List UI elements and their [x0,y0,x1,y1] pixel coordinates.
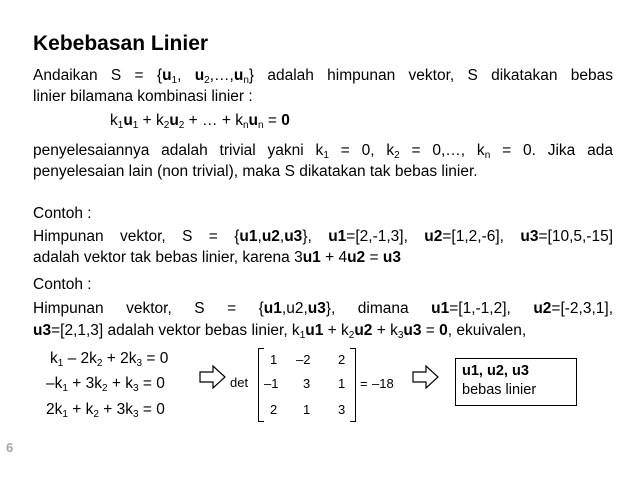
conclusion-box [455,358,577,406]
text: }, dimana [325,300,432,317]
text: u1 [302,249,321,266]
text: ,u2, [281,300,308,317]
matrix-cell: –1 [264,376,279,391]
text: + k [67,401,94,418]
text: n [242,120,249,131]
text: penyelesaiannya adalah trivial yakni k [33,142,324,159]
text: –k [46,375,63,392]
text: k [110,112,118,129]
text: Andaikan S = { [33,67,163,84]
text: + … + k [184,112,243,129]
text: u2 [347,249,366,266]
text: u1 [328,228,347,245]
conclusion-text: bebas linier [462,382,537,398]
text: 2 [96,358,103,369]
text: = 0,…, k [399,142,485,159]
text: 1 [57,358,64,369]
text: 1 [62,409,68,420]
text: u1 [431,300,450,317]
text: + k [138,112,164,129]
text: = [365,249,383,266]
det-result: –18 [372,376,394,391]
conclusion-vectors: u1, u2, u3 [462,363,529,379]
solution-line-2: penyelesaian lain (non trivial), maka S dikatakan tak bebas linier. [33,163,478,180]
text: , [257,228,262,245]
text: u3 [520,228,539,245]
text: u [123,112,133,129]
text: 1 [132,120,139,131]
matrix-cell: 1 [270,352,278,367]
text: + 4 [320,249,348,266]
text: + 3k [67,375,102,392]
det-equals: = [360,376,368,391]
matrix-cell: 2 [270,402,278,417]
text: u2 [533,300,552,317]
example2-line-1 [33,299,613,319]
text: 1 [299,330,306,341]
text: Himpunan vektor, S = { [33,228,240,245]
text: u2 [261,228,280,245]
text: }, [302,228,329,245]
system-equation-3 [46,401,165,419]
det-label: det [230,375,249,390]
text: + 3k [98,401,133,418]
text: =[10,5,-15] [538,228,614,245]
matrix-cell: 3 [303,376,311,391]
text: u2 [354,322,373,339]
text: 1 [323,150,329,161]
text: 2 [101,383,108,394]
text: n [484,150,491,161]
text: u3 [403,322,422,339]
matrix-right-bracket [350,348,356,422]
text: u1 [263,300,282,317]
text: 3 [132,383,139,394]
text: u3 [284,228,303,245]
text: u1 [305,322,324,339]
text: u [169,112,179,129]
text: =[-2,3,1], [551,300,614,317]
text: k [50,350,58,367]
combination-equation [110,111,290,131]
text: = [421,322,440,339]
text: 0 [281,112,290,129]
text: u [248,112,258,129]
example2-line-2 [33,321,526,341]
text: 2 [348,330,355,341]
text: 2 [178,120,185,131]
text: 1 [117,120,124,131]
text: 0 [439,322,448,339]
text: 1 [62,383,68,394]
solution-line-1 [33,141,613,161]
text: – 2k [63,350,97,367]
implies-arrow-icon [412,365,440,389]
text: =[1,2,-6], [442,228,521,245]
matrix-cell: 1 [303,402,311,417]
text: =[2,-1,3], [346,228,425,245]
text: =[1,-1,2], [449,300,534,317]
text: =[2,1,3] adalah vektor bebas linier, k [51,322,300,339]
text: + k [323,322,349,339]
text: ,…, [209,67,234,84]
text: 2k [46,401,63,418]
intro-line-1 [33,66,613,86]
text: u2 [424,228,443,245]
text: 2 [204,75,210,86]
text: 2 [394,150,400,161]
text: n [243,75,249,86]
text: n [257,120,264,131]
text: , [177,67,195,84]
matrix-cell: 3 [338,402,346,417]
text: Himpunan vektor, S = { [33,300,264,317]
text: 1 [171,75,178,86]
text: 3 [136,358,143,369]
example1-line-2 [33,248,401,268]
text: u [194,67,205,84]
text: = 0 [142,350,169,367]
text: u [233,67,244,84]
matrix-cell: –2 [296,352,311,367]
system-equation-1 [50,350,168,368]
text: u3 [307,300,326,317]
text: = [263,112,282,129]
text: adalah vektor tak bebas linier, karena 3 [33,249,303,266]
slide-title: Kebebasan Linier [33,32,209,55]
text: 2 [163,120,170,131]
system-equation-2 [46,375,165,393]
text: = 0. Jika ada [490,142,613,159]
text: u [162,67,172,84]
text: u3 [33,322,52,339]
text: = 0 [138,375,165,392]
text: 2 [93,409,99,420]
example2-heading: Contoh : [33,276,92,293]
text: 3 [397,330,404,341]
intro-line-2: linier bilamana kombinasi linier : [33,88,253,105]
text: = 0, k [328,142,395,159]
matrix-cell: 1 [338,376,346,391]
text: + 2k [102,350,137,367]
text: } adalah himpunan vektor, S dikatakan bebas [248,67,613,84]
text: 3 [132,409,139,420]
text: , [279,228,285,245]
text: u3 [382,249,401,266]
implies-arrow-icon [199,365,227,389]
text: , ekuivalen, [447,322,527,339]
text: u1 [239,228,258,245]
example1-line-1 [33,227,613,247]
text: + k [107,375,133,392]
example1-heading: Contoh : [33,205,92,222]
slide-number: 6 [6,440,14,455]
text: = 0 [138,401,165,418]
text: + k [372,322,398,339]
matrix-cell: 2 [338,352,346,367]
